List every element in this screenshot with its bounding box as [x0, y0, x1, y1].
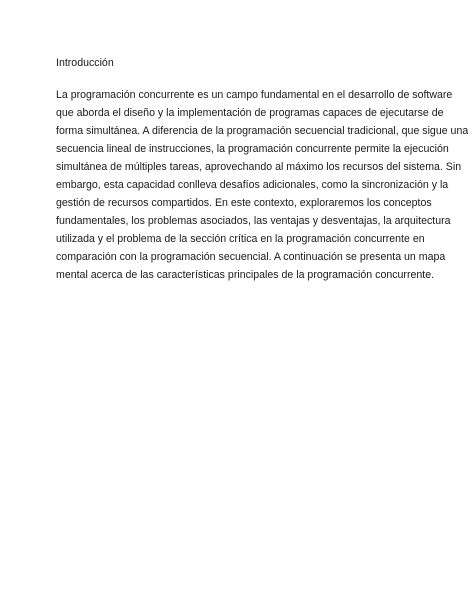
paragraph-line: comparación con la programación secuencial. A continuación se presenta un mapa [56, 251, 446, 263]
paragraph-line: embargo, esta capacidad conlleva desafíos adicionales, como la sincronización y la [56, 179, 449, 191]
section-heading: Introducción [56, 57, 114, 69]
paragraph-line: gestión de recursos compartidos. En este contexto, exploraremos los conceptos [56, 197, 432, 209]
introduction-paragraph [56, 86, 469, 284]
paragraph-line: La programación concurrente es un campo fundamental en el desarrollo de software [56, 89, 453, 101]
paragraph-line: utilizada y el problema de la sección crítica en la programación concurrente en [56, 233, 425, 245]
paragraph-line: forma simultánea. A diferencia de la programación secuencial tradicional, que sigue una [56, 125, 469, 137]
paragraph-line: secuencia lineal de instrucciones, la programación concurrente permite la ejecución [56, 143, 449, 155]
spacer [56, 72, 428, 86]
document-content [56, 54, 469, 284]
paragraph-line: mental acerca de las características principales de la programación concurrente. [56, 269, 435, 281]
paragraph-line: fundamentales, los problemas asociados, las ventajas y desventajas, la arquitectura [56, 215, 451, 227]
paragraph-line: que aborda el diseño y la implementación de programas capaces de ejecutarse de [56, 107, 444, 119]
paragraph-line: simultánea de múltiples tareas, aprovechando al máximo los recursos del sistema. Sin [56, 161, 462, 173]
